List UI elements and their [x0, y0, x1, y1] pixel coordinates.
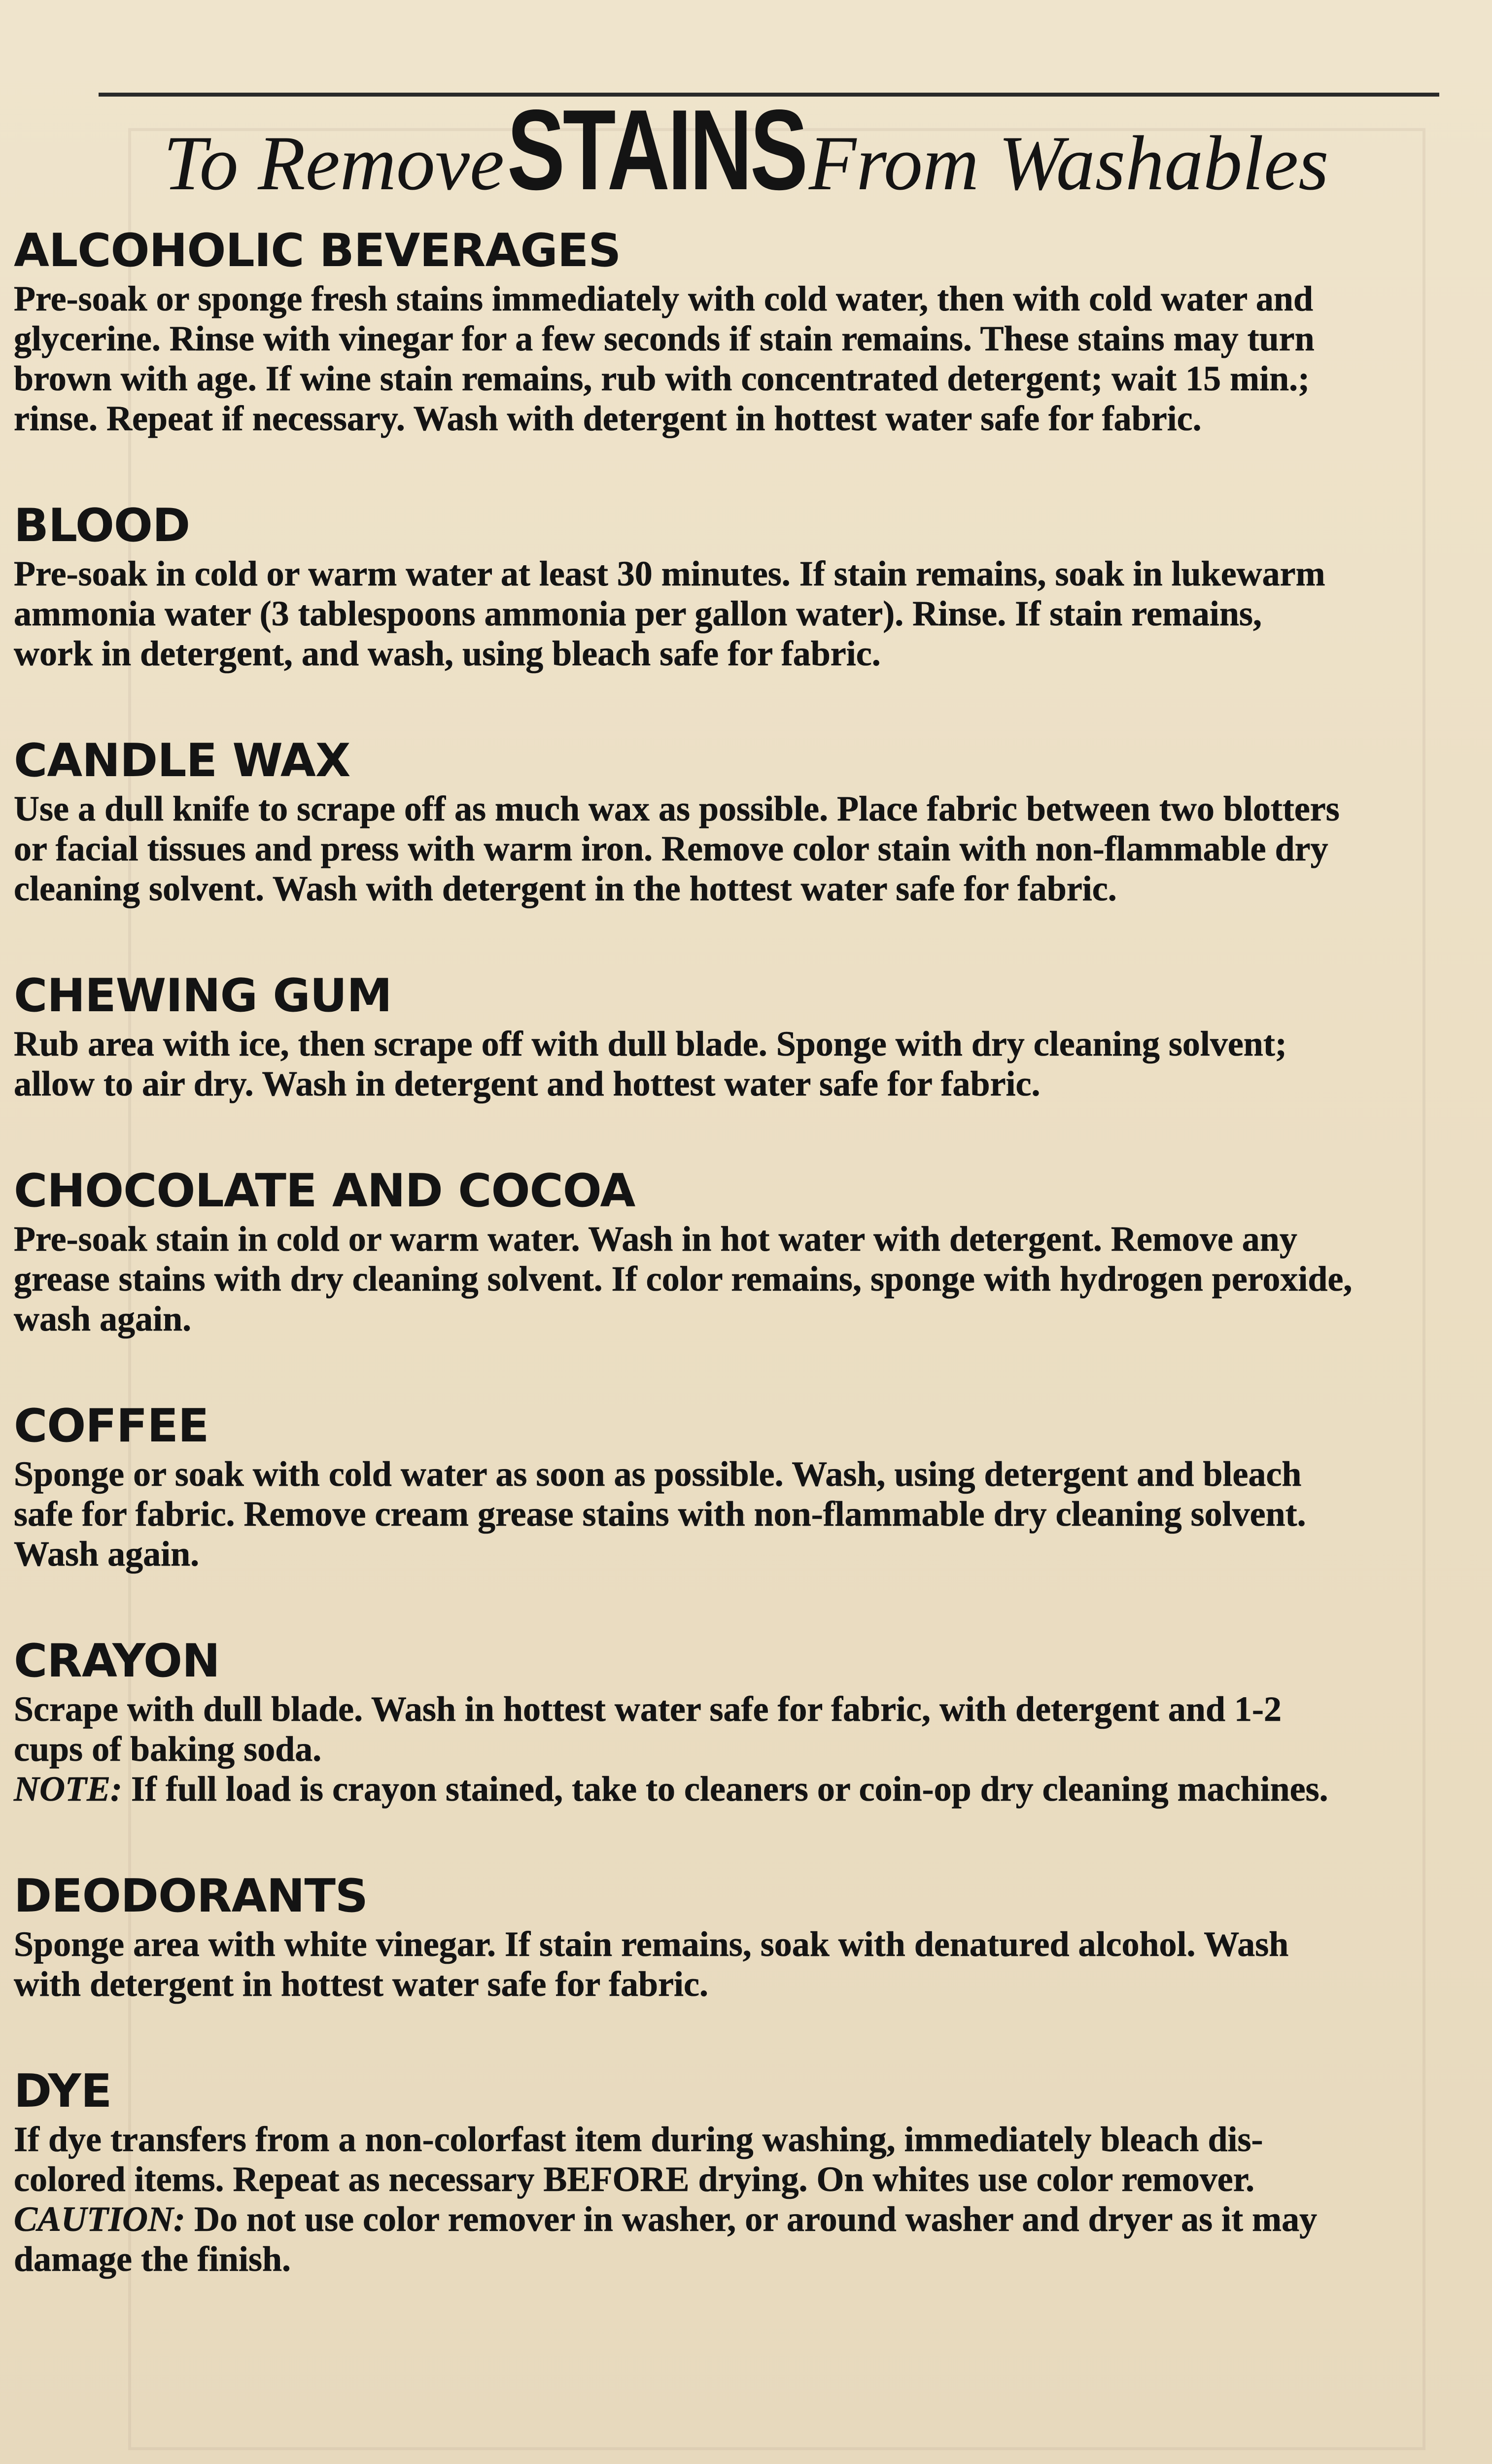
section-heading: ALCOHOLIC BEVERAGES: [14, 224, 621, 277]
section-gap: [14, 1104, 1485, 1162]
caution-label: CAUTION:: [14, 2199, 186, 2239]
section-dye: [14, 2062, 1485, 2279]
body-line: Scrape with dull blade. Wash in hottest water safe for fabric, with detergent and 1-2: [14, 1689, 1282, 1729]
section-heading: CANDLE WAX: [14, 734, 350, 787]
body-line: Pre-soak in cold or warm water at least 30 minutes. If stain remains, soak in lukewarm: [14, 554, 1325, 593]
section-chocolate-and-cocoa: [14, 1162, 1485, 1339]
body-line: Rub area with ice, then scrape off with dull blade. Sponge with dry cleaning solvent;: [14, 1024, 1287, 1063]
body-line: cleaning solvent. Wash with detergent in the hottest water safe for fabric.: [14, 869, 1117, 908]
section-body: [14, 1689, 1485, 1769]
stain-sections: [14, 222, 1485, 2279]
body-line: allow to air dry. Wash in detergent and hottest water safe for fabric.: [14, 1064, 1041, 1103]
section-heading: BLOOD: [14, 499, 190, 552]
body-line: Pre-soak or sponge fresh stains immediately with cold water, then with cold water and: [14, 279, 1313, 318]
section-alcoholic-beverages: [14, 222, 1485, 439]
section-heading: COFFEE: [14, 1399, 209, 1452]
body-line: brown with age. If wine stain remains, rub with concentrated detergent; wait 15 min.;: [14, 359, 1310, 398]
section-body: [14, 279, 1485, 439]
section-heading: CRAYON: [14, 1634, 220, 1687]
section-gap: [14, 1574, 1485, 1632]
section-gap: [14, 909, 1485, 967]
section-gap: [14, 439, 1485, 497]
section-crayon: [14, 1632, 1485, 1809]
section-gap: [14, 2004, 1485, 2062]
page-title: [0, 86, 1492, 214]
section-deodorants: [14, 1867, 1485, 2004]
section-heading: DEODORANTS: [14, 1869, 368, 1922]
title-right: From Washables: [808, 120, 1329, 206]
section-body: [14, 2120, 1485, 2199]
section-body: [14, 1024, 1485, 1104]
section-gap: [14, 1339, 1485, 1397]
section-gap: [14, 1809, 1485, 1867]
body-line: ammonia water (3 tablespoons ammonia per gallon water). Rinse. If stain remains,: [14, 594, 1262, 633]
body-line: or facial tissues and press with warm iron. Remove color stain with non-flammable dry: [14, 829, 1328, 868]
section-heading: CHOCOLATE AND COCOA: [14, 1164, 635, 1217]
section-heading: CHEWING GUM: [14, 969, 392, 1022]
body-line: glycerine. Rinse with vinegar for a few seconds if stain remains. These stains may turn: [14, 319, 1315, 358]
section-coffee: [14, 1397, 1485, 1574]
title-left: To Remove: [163, 120, 505, 206]
body-line: cups of baking soda.: [14, 1729, 322, 1769]
body-line: Wash again.: [14, 1534, 200, 1574]
caution-line: [14, 2199, 1485, 2239]
caution-continuation: damage the finish.: [14, 2239, 291, 2279]
section-body: [14, 1924, 1485, 2004]
section-blood: [14, 497, 1485, 674]
body-line: rinse. Repeat if necessary. Wash with detergent in hottest water safe for fabric.: [14, 399, 1202, 438]
section-body: [14, 1219, 1485, 1339]
section-candle-wax: [14, 732, 1485, 909]
section-gap: [14, 674, 1485, 732]
section-body: [14, 1454, 1485, 1574]
body-line: work in detergent, and wash, using bleach safe for fabric.: [14, 634, 881, 673]
title-stains: STAINS: [507, 86, 806, 214]
body-line: wash again.: [14, 1299, 192, 1338]
caution-text: Do not use color remover in washer, or around washer and dryer as it may: [185, 2199, 1318, 2239]
body-line: Use a dull knife to scrape off as much wax as possible. Place fabric between two blotters: [14, 789, 1340, 828]
body-line: grease stains with dry cleaning solvent. If color remains, sponge with hydrogen peroxide,: [14, 1259, 1353, 1299]
section-body: [14, 789, 1485, 909]
note-text: If full load is crayon stained, take to cleaners or coin-op dry cleaning machines.: [122, 1769, 1328, 1809]
body-line: colored items. Repeat as necessary BEFORE drying. On whites use color remover.: [14, 2159, 1255, 2199]
note-line: [14, 1769, 1485, 1809]
note-label: NOTE:: [14, 1769, 122, 1809]
body-line: If dye transfers from a non-colorfast item during washing, immediately bleach dis-: [14, 2120, 1263, 2159]
section-body: [14, 554, 1485, 674]
body-line: Sponge or soak with cold water as soon as possible. Wash, using detergent and bleach: [14, 1454, 1302, 1494]
section-heading: DYE: [14, 2064, 112, 2118]
body-line: with detergent in hottest water safe for fabric.: [14, 1964, 708, 2004]
section-chewing-gum: [14, 967, 1485, 1104]
body-line: Sponge area with white vinegar. If stain remains, soak with denatured alcohol. Wash: [14, 1924, 1289, 1964]
body-line: safe for fabric. Remove cream grease stains with non-flammable dry cleaning solvent.: [14, 1494, 1306, 1534]
body-line: Pre-soak stain in cold or warm water. Wash in hot water with detergent. Remove any: [14, 1219, 1297, 1259]
